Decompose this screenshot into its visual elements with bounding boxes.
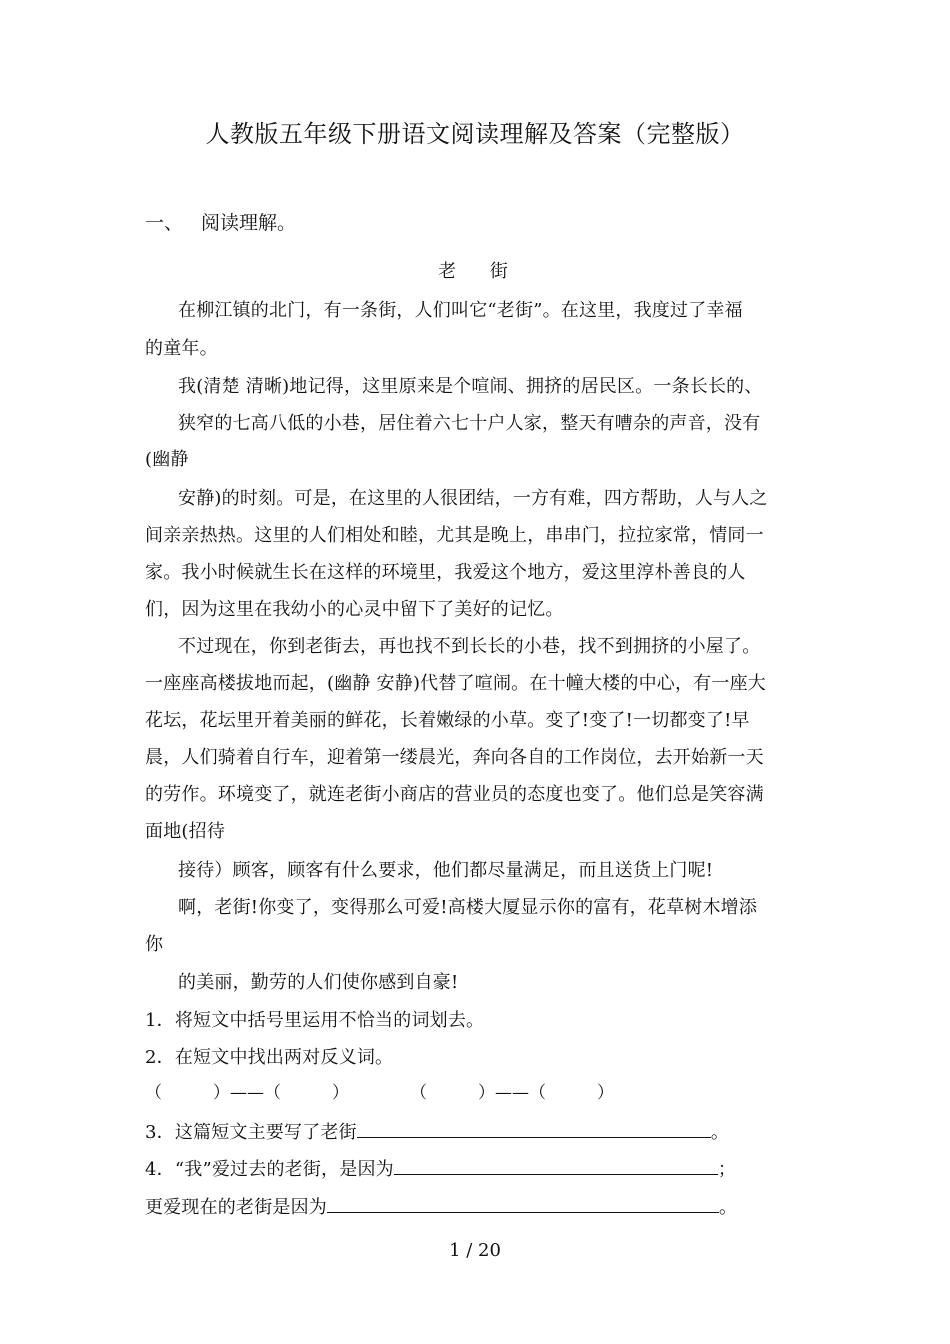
question-4a-text: 4．“我”爱过去的老街，是因为 (145, 1159, 394, 1180)
paragraph-line: (幽静 (145, 449, 189, 470)
question-3-text: 3．这篇短文主要写了老街 (145, 1122, 357, 1143)
paragraph-line: 面地(招待 (145, 821, 226, 842)
question-4a (145, 1155, 736, 1181)
question-4a-answer-line[interactable] (394, 1156, 718, 1175)
paragraph-line: 晨，人们骑着自行车，迎着第一缕晨光，奔向各自的工作岗位，去开始新一天 (145, 747, 764, 768)
paragraph-line: 的劳作。环境变了，就连老街小商店的营业员的态度也变了。他们总是笑容满 (145, 784, 764, 805)
paragraph-line: 狭窄的七高八低的小巷，居住着六七十户人家，整天有嘈杂的声音，没有 (178, 413, 761, 434)
section-label: 阅读理解。 (201, 212, 297, 234)
paragraph-line: 啊，老街!你变了，变得那么可爱!高楼大厦显示你的富有，花草树木增添 (178, 897, 758, 918)
document-title: 人教版五年级下册语文阅读理解及答案（完整版） (205, 120, 745, 148)
paragraph-line: 一座座高楼拔地而起，(幽静 安静)代替了喧闹。在十幢大楼的中心，有一座大 (145, 673, 766, 694)
paragraph-line: 间亲亲热热。这里的人们相处和睦，尤其是晚上，串串门，拉拉家常，情同一 (145, 525, 764, 546)
paragraph-line: 的童年。 (145, 338, 218, 359)
paragraph-line: 花坛，花坛里开着美丽的鲜花，长着嫩绿的小草。变了!变了!一切都变了!早 (145, 710, 750, 731)
paragraph-line: 家。我小时候就生长在这样的环境里，我爱这个地方，爱这里淳朴善良的人 (145, 562, 746, 583)
question-4b-end: 。 (719, 1197, 738, 1218)
section-heading (145, 208, 296, 235)
paragraph-line: 们，因为这里在我幼小的心灵中留下了美好的记忆。 (145, 599, 564, 620)
question-3 (145, 1118, 729, 1144)
page-number: 1 / 20 (449, 1240, 501, 1261)
story-title: 老 街 (438, 261, 522, 282)
paragraph-line: 我(清楚 清晰)地记得，这里原来是个喧闹、拥挤的居民区。一条长长的、 (178, 376, 763, 397)
question-3-answer-line[interactable] (357, 1119, 711, 1138)
antonym-pair-2[interactable]: （ ）——（ ） (410, 1083, 614, 1103)
paragraph-line: 在柳江镇的北门，有一条街，人们叫它“老街”。在这里，我度过了幸福 (178, 300, 743, 321)
question-1: 1．将短文中括号里运用不恰当的词划去。 (145, 1010, 485, 1031)
question-4b-text: 更爱现在的老街是因为 (145, 1197, 327, 1218)
question-4b (145, 1193, 737, 1219)
question-4b-answer-line[interactable] (327, 1194, 719, 1213)
paragraph-line: 安静)的时刻。可是，在这里的人很团结，一方有难，四方帮助，人与人之 (178, 488, 768, 509)
question-4a-end: ； (717, 1159, 737, 1180)
section-number: 一、 (145, 212, 184, 234)
paragraph-line: 的美丽，勤劳的人们使你感到自豪! (178, 972, 459, 993)
question-2: 2．在短文中找出两对反义词。 (145, 1047, 394, 1068)
paragraph-line: 不过现在，你到老街去，再也找不到长长的小巷，找不到拥挤的小屋了。 (178, 636, 761, 657)
paragraph-line: 你 (145, 934, 164, 955)
question-3-end: 。 (710, 1122, 730, 1143)
antonym-pair-1[interactable]: （ ）——（ ） (145, 1083, 349, 1103)
paragraph-line: 接待）顾客，顾客有什么要求，他们都尽量满足，而且送货上门呢! (178, 860, 714, 881)
